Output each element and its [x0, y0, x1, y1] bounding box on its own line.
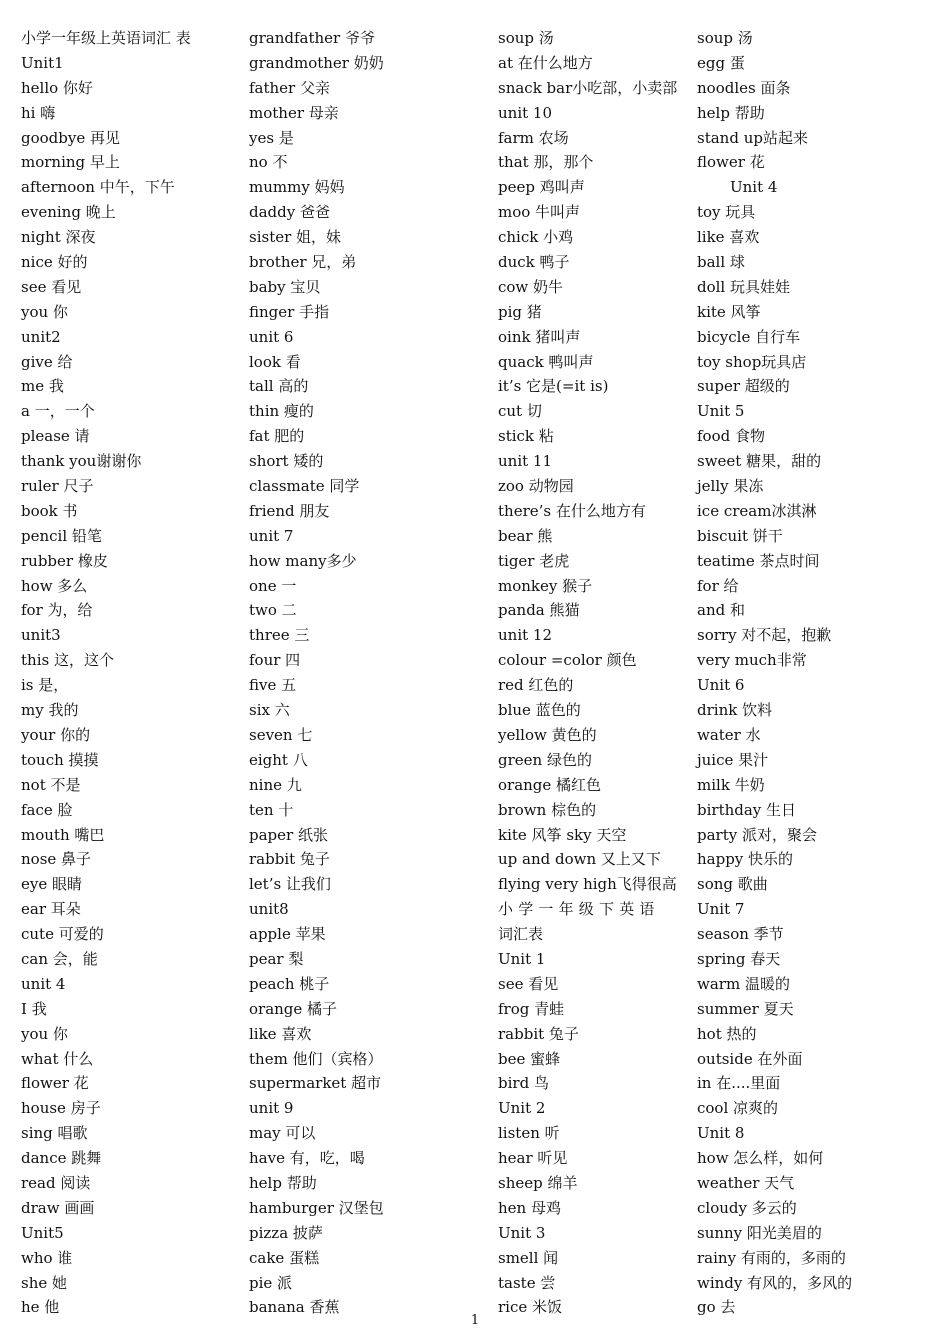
- vocab-line: one 一: [249, 576, 297, 595]
- vocab-line: what 什么: [21, 1049, 94, 1068]
- vocab-line: Unit 4: [730, 178, 778, 197]
- vocab-line: hot 热的: [697, 1024, 757, 1043]
- vocab-line: taste 尝: [498, 1273, 556, 1292]
- vocab-line: not 不是: [21, 775, 81, 794]
- vocab-line: ruler 尺子: [21, 477, 94, 496]
- vocab-line: at 在什么地方: [498, 53, 593, 72]
- vocab-line: rice 米饭: [498, 1298, 563, 1317]
- vocab-line: book 书: [21, 501, 78, 520]
- vocab-line: read 阅读: [21, 1173, 91, 1192]
- vocab-line: classmate 同学: [249, 477, 360, 496]
- vocab-line: unit 10: [498, 103, 553, 122]
- vocab-line: Unit 1: [498, 949, 546, 968]
- vocab-line: frog 青蛙: [498, 999, 565, 1018]
- vocab-line: kite 风筝 sky 天空: [498, 825, 627, 844]
- vocab-line: monkey 猴子: [498, 576, 593, 595]
- vocab-line: mummy 妈妈: [249, 178, 345, 197]
- vocab-line: listen 听: [498, 1124, 560, 1143]
- vocab-line: food 食物: [697, 427, 765, 446]
- vocab-line: mouth 嘴巴: [21, 825, 105, 844]
- vocab-line: you 你: [21, 302, 68, 321]
- vocab-line: juice 果汁: [697, 750, 769, 769]
- vocab-line: doll 玩具娃娃: [697, 277, 790, 296]
- vocab-line: Unit1: [21, 53, 64, 72]
- vocab-line: brown 棕色的: [498, 800, 597, 819]
- vocab-line: flying very high飞得很高: [498, 875, 677, 894]
- vocab-line: stick 粘: [498, 427, 554, 446]
- vocab-line: toy shop玩具店: [697, 352, 807, 371]
- vocab-line: see 看见: [21, 277, 82, 296]
- vocab-line: it’s 它是(=it is): [498, 377, 609, 396]
- vocab-line: 小学一年级上英语词汇 表: [21, 29, 191, 47]
- vocab-line: you 你: [21, 1024, 68, 1043]
- vocab-line: house 房子: [21, 1099, 101, 1118]
- vocab-line: have 有，吃，喝: [249, 1149, 365, 1168]
- vocab-line: rainy 有雨的，多雨的: [697, 1248, 846, 1267]
- vocab-line: moo 牛叫声: [498, 203, 581, 222]
- vocab-line: summer 夏天: [697, 999, 794, 1018]
- vocab-line: a 一，一个: [21, 402, 95, 421]
- vocab-line: who 谁: [21, 1248, 73, 1267]
- vocab-line: kite 风筝: [697, 302, 761, 321]
- vocab-line: baby 宝贝: [249, 277, 321, 296]
- vocab-line: grandfather 爷爷: [249, 29, 375, 47]
- vocab-line: mother 母亲: [249, 103, 339, 122]
- vocab-line: pear 梨: [249, 949, 304, 968]
- vocab-line: birthday 生日: [697, 800, 797, 819]
- vocab-line: finger 手指: [249, 302, 330, 321]
- vocab-line: cute 可爱的: [21, 925, 104, 944]
- vocab-line: farm 农场: [498, 128, 569, 147]
- vocab-line: that 那，那个: [498, 153, 594, 172]
- vocab-line: flower 花: [697, 153, 765, 172]
- vocab-line: party 派对，聚会: [697, 825, 817, 844]
- vocab-line: jelly 果冻: [697, 477, 764, 496]
- vocab-column-2: [249, 26, 489, 1320]
- vocab-line: rubber 橡皮: [21, 551, 108, 570]
- vocab-line: there’s 在什么地方有: [498, 501, 646, 520]
- vocab-line: milk 牛奶: [697, 775, 765, 794]
- vocab-line: see 看见: [498, 974, 559, 993]
- vocab-line: look 看: [249, 352, 301, 371]
- vocab-line: Unit 7: [697, 900, 745, 919]
- vocab-line: pie 派: [249, 1273, 293, 1292]
- vocab-line: ice cream冰淇淋: [697, 501, 817, 520]
- vocab-line: unit 4: [21, 974, 66, 993]
- vocab-line: banana 香蕉: [249, 1298, 340, 1317]
- vocab-line: face 脸: [21, 800, 73, 819]
- vocab-line: sunny 阳光美眉的: [697, 1223, 822, 1242]
- vocab-line: egg 蛋: [697, 53, 745, 72]
- vocab-line: how 多么: [21, 576, 88, 595]
- vocab-line: my 我的: [21, 701, 79, 720]
- vocab-line: unit 7: [249, 526, 294, 545]
- vocab-line: soup 汤: [498, 29, 554, 47]
- vocab-line: stand up站起来: [697, 128, 808, 147]
- vocab-line: hear 听见: [498, 1149, 568, 1168]
- vocab-line: outside 在外面: [697, 1049, 803, 1068]
- vocab-line: two 二: [249, 601, 297, 620]
- vocab-line: sing 唱歌: [21, 1124, 88, 1143]
- vocab-line: no 不: [249, 153, 288, 172]
- vocab-line: unit 11: [498, 452, 553, 471]
- vocab-line: unit 12: [498, 626, 553, 645]
- vocab-line: please 请: [21, 427, 90, 446]
- vocab-line: may 可以: [249, 1124, 316, 1143]
- vocab-line: up and down 又上又下: [498, 850, 661, 869]
- vocab-column-1: [21, 26, 236, 1320]
- vocab-line: nine 九: [249, 775, 302, 794]
- vocab-line: paper 纸张: [249, 825, 328, 844]
- vocab-line: eye 眼睛: [21, 875, 82, 894]
- vocab-line: super 超级的: [697, 377, 790, 396]
- vocab-line: rabbit 兔子: [249, 850, 330, 869]
- vocab-line: Unit 6: [697, 676, 745, 695]
- vocab-line: hamburger 汉堡包: [249, 1198, 384, 1217]
- vocab-line: orange 橘红色: [498, 775, 602, 794]
- vocab-line: snack bar小吃部，小卖部: [498, 78, 678, 97]
- vocab-line: Unit5: [21, 1223, 64, 1242]
- vocab-line: colour =color 颜色: [498, 651, 637, 670]
- vocab-line: brother 兄，弟: [249, 253, 357, 272]
- vocab-line: flower 花: [21, 1074, 89, 1093]
- page-number: 1: [470, 1313, 480, 1328]
- vocab-line: Unit 3: [498, 1223, 546, 1242]
- vocab-line: orange 橘子: [249, 999, 338, 1018]
- vocab-line: sweet 糖果，甜的: [697, 452, 822, 471]
- vocab-line: for 为，给: [21, 601, 93, 620]
- vocab-line: let’s 让我们: [249, 875, 331, 894]
- vocab-line: bird 鸟: [498, 1074, 549, 1093]
- vocab-line: seven 七: [249, 725, 313, 744]
- vocab-line: help 帮助: [697, 103, 765, 122]
- vocab-line: morning 早上: [21, 153, 120, 172]
- vocab-line: friend 朋友: [249, 501, 330, 520]
- vocab-line: tall 高的: [249, 377, 309, 396]
- vocab-line: afternoon 中午，下午: [21, 178, 175, 197]
- vocab-line: apple 苹果: [249, 925, 326, 944]
- vocab-line: season 季节: [697, 925, 784, 944]
- vocab-line: grandmother 奶奶: [249, 53, 384, 72]
- vocab-line: thank you谢谢你: [21, 452, 142, 471]
- vocab-line: and 和: [697, 601, 745, 620]
- vocab-line: yellow 黄色的: [498, 725, 597, 744]
- vocab-line: unit 9: [249, 1099, 294, 1118]
- vocab-line: touch 摸摸: [21, 750, 99, 769]
- vocab-line: ear 耳朵: [21, 900, 81, 919]
- vocab-line: draw 画画: [21, 1198, 95, 1217]
- vocab-line: ten 十: [249, 800, 294, 819]
- vocab-line: supermarket 超市: [249, 1074, 382, 1093]
- vocab-line: dance 跳舞: [21, 1149, 102, 1168]
- vocab-line: is 是，: [21, 676, 69, 695]
- vocab-line: drink 饮料: [697, 701, 773, 720]
- vocab-line: noodles 面条: [697, 78, 791, 97]
- vocab-line: unit2: [21, 327, 61, 346]
- vocab-line: pizza 披萨: [249, 1223, 323, 1242]
- vocab-line: spring 春天: [697, 949, 781, 968]
- vocab-line: sister 姐，妹: [249, 228, 342, 247]
- vocab-line: pig 猪: [498, 302, 542, 321]
- vocab-line: green 绿色的: [498, 750, 592, 769]
- vocab-line: hen 母鸡: [498, 1198, 561, 1217]
- vocab-line: unit 6: [249, 327, 294, 346]
- vocab-line: in 在....里面: [697, 1074, 781, 1093]
- vocab-line: quack 鸭叫声: [498, 352, 594, 371]
- vocab-line: nice 好的: [21, 253, 88, 272]
- vocab-line: eight 八: [249, 750, 308, 769]
- vocab-line: nose 鼻子: [21, 850, 92, 869]
- vocab-line: sorry 对不起，抱歉: [697, 626, 832, 645]
- vocab-line: smell 闻: [498, 1248, 559, 1267]
- vocab-line: hi 嗨: [21, 103, 56, 122]
- vocab-line: Unit 2: [498, 1099, 546, 1118]
- vocab-line: six 六: [249, 701, 290, 720]
- vocab-line: three 三: [249, 626, 310, 645]
- vocab-line: father 父亲: [249, 78, 330, 97]
- vocab-line: give 给: [21, 352, 73, 371]
- vocab-line: your 你的: [21, 725, 91, 744]
- vocab-line: cow 奶牛: [498, 277, 564, 296]
- vocab-line: goodbye 再见: [21, 128, 120, 147]
- vocab-column-3: [498, 26, 686, 1320]
- vocab-line: thin 瘦的: [249, 402, 314, 421]
- vocab-line: them 他们（宾格）: [249, 1049, 383, 1068]
- vocab-line: water 水: [697, 725, 761, 744]
- vocab-line: bee 蜜蜂: [498, 1049, 561, 1068]
- vocab-line: toy 玩具: [697, 203, 756, 222]
- vocab-line: evening 晚上: [21, 203, 116, 222]
- vocab-line: sheep 绵羊: [498, 1173, 578, 1192]
- vocab-line: cake 蛋糕: [249, 1248, 320, 1267]
- vocab-line: 小学一年级下英语: [498, 900, 660, 919]
- vocab-line: zoo 动物园: [498, 477, 574, 496]
- vocab-line: teatime 茶点时间: [697, 551, 820, 570]
- vocab-column-4: [697, 26, 937, 1320]
- vocab-line: soup 汤: [697, 29, 753, 47]
- vocab-line: he 他: [21, 1298, 60, 1317]
- vocab-line: 词汇表: [498, 925, 544, 944]
- vocab-line: I 我: [21, 999, 47, 1018]
- vocab-line: weather 天气: [697, 1173, 795, 1192]
- vocab-line: happy 快乐的: [697, 850, 794, 869]
- vocab-line: for 给: [697, 576, 739, 595]
- vocab-line: five 五: [249, 676, 297, 695]
- vocab-line: windy 有风的，多风的: [697, 1273, 853, 1292]
- vocab-line: chick 小鸡: [498, 228, 574, 247]
- vocab-line: like 喜欢: [249, 1024, 312, 1043]
- vocab-line: unit8: [249, 900, 289, 919]
- vocab-line: cut 切: [498, 402, 542, 421]
- vocab-line: rabbit 兔子: [498, 1024, 579, 1043]
- vocab-line: how 怎么样，如何: [697, 1149, 824, 1168]
- vocab-line: hello 你好: [21, 78, 93, 97]
- vocab-line: cloudy 多云的: [697, 1198, 797, 1217]
- vocab-line: cool 凉爽的: [697, 1099, 779, 1118]
- vocab-line: short 矮的: [249, 452, 324, 471]
- vocab-line: four 四: [249, 651, 301, 670]
- vocab-line: tiger 老虎: [498, 551, 570, 570]
- vocab-line: blue 蓝色的: [498, 701, 581, 720]
- vocab-line: can 会，能: [21, 949, 98, 968]
- vocab-line: very much非常: [697, 651, 807, 670]
- vocab-line: panda 熊猫: [498, 601, 580, 620]
- vocab-line: bear 熊: [498, 526, 553, 545]
- vocab-line: unit3: [21, 626, 61, 645]
- vocab-line: oink 猪叫声: [498, 327, 581, 346]
- vocab-line: duck 鸭子: [498, 253, 570, 272]
- vocab-line: Unit 8: [697, 1124, 745, 1143]
- vocab-line: how many多少: [249, 551, 357, 570]
- vocab-line: pencil 铅笔: [21, 526, 102, 545]
- vocab-line: me 我: [21, 377, 64, 396]
- vocab-line: Unit 5: [697, 402, 745, 421]
- vocab-line: help 帮助: [249, 1173, 317, 1192]
- vocab-line: biscuit 饼干: [697, 526, 783, 545]
- vocab-line: warm 温暖的: [697, 974, 790, 993]
- vocab-line: peach 桃子: [249, 974, 330, 993]
- vocab-line: like 喜欢: [697, 228, 760, 247]
- vocab-line: fat 肥的: [249, 427, 305, 446]
- vocab-line: she 她: [21, 1273, 68, 1292]
- vocab-line: go 去: [697, 1298, 736, 1317]
- vocab-line: daddy 爸爸: [249, 203, 330, 222]
- vocab-line: bicycle 自行车: [697, 327, 801, 346]
- vocab-line: ball 球: [697, 253, 745, 272]
- vocab-line: peep 鸡叫声: [498, 178, 585, 197]
- vocab-line: red 红色的: [498, 676, 574, 695]
- vocab-line: night 深夜: [21, 228, 96, 247]
- vocab-line: yes 是: [249, 128, 294, 147]
- vocab-line: song 歌曲: [697, 875, 768, 894]
- vocab-line: this 这，这个: [21, 651, 114, 670]
